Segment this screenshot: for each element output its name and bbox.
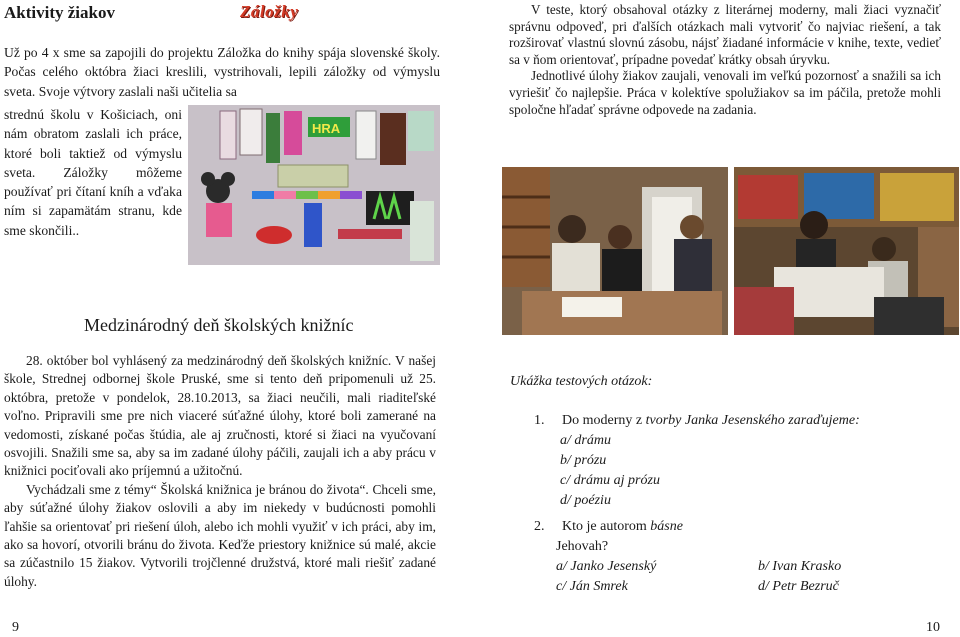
question-1-text	[534, 411, 860, 431]
students-photo-1	[502, 167, 728, 335]
question-1-option: c/ drámu aj prózu	[560, 473, 660, 488]
question-1-option: b/ prózu	[560, 453, 607, 468]
test-description-paragraph: V teste, ktorý obsahoval otázky z literárnej moderny, mali žiaci vyznačiť správnu odpoveď, pri ďalších otázkach mali vytvoriť čo najviac riešení, a tak rozširovať vlastnú slovnú zásobu, nájsť žiadané informácie v knihe, texte, vedieť sa v ňom orientovať, prípadne povedať krátky obsah úryvku.	[509, 2, 941, 67]
sample-questions-title: Ukážka testových otázok:	[510, 374, 653, 389]
question-2-number: 2.	[534, 519, 545, 534]
question-2-italic: básne	[650, 519, 683, 534]
question-1-number: 1.	[534, 413, 545, 428]
question-1-option: d/ poéziu	[560, 493, 611, 508]
bookmarks-photo	[188, 105, 440, 265]
question-2-option: c/ Ján Smrek	[556, 579, 628, 594]
intro-side-paragraph: strednú školu v Košiciach, oni nám obratom zaslali ich práce, ktoré boli taktiež od výmyslu sveta. Záložky môžeme používať pri čítaní kníh a vďaka ním si zapamätám stranu, kde sme skončili..	[4, 107, 182, 238]
question-2-options-row	[534, 557, 916, 577]
question-1	[534, 411, 860, 511]
library-day-paragraph: 28. október bol vyhlásený za medzinárodný deň školských knižníc. V našej škole, Strednej odbornej škole Pruské, sme si tento deň pripomenuli už 25. októbra, pretože v pondelok, 28.10.2013, sa žiaci neučili, mali riaditeľské voľno. Pripravili sme pre nich viaceré súťažné úlohy, ktoré boli zamerané na vedomosti, získané počas štúdia, ale aj zručnosti, ktoré si žiaci na vyučovaní osvojili. Snažili sme sa, aby sa im zadané úlohy páčili, zaujali ich a aby prácu v knižnici pociťovali ako príjemnú a užitočnú.	[4, 353, 436, 479]
zalozky-logo: Záložky	[240, 2, 299, 21]
page-heading: Aktivity žiakov	[4, 3, 115, 22]
question-2-option: d/ Petr Bezruč	[758, 579, 839, 594]
theme-paragraph: Vychádzali sme z témy“ Školská knižnica je bránou do života“. Chceli sme, aby súťažné úlohy žiakov oslovili a aby im niekedy v budúcnosti pomohli ľahšie sa orientovať pri riešení úloh, alebo ich mohli využiť v ich práci, aby im, ako sa hovorí, otvorili bránu do života. Keďže priestory knižnice sú malé, akcie sa zúčastnilo 15 žiakov. Vytvorili trojčlenné družstvá, ktoré mali riešiť zadané úlohy.	[4, 481, 436, 589]
question-2-text	[534, 517, 916, 537]
question-2-option: a/ Janko Jesenský	[556, 559, 657, 574]
question-1-option: a/ drámu	[560, 433, 611, 448]
question-1-italic: tvorby Janka Jesenského zaraďujeme:	[645, 413, 860, 428]
teamwork-paragraph: Jednotlivé úlohy žiakov zaujali, venovali im veľkú pozornosť a snažili sa ich vyriešiť čo najlepšie. Práca v kolektíve spolužiakov sa im páčila, pretože mohli spoločne hľadať správne odpovede na zadania.	[509, 68, 941, 117]
question-1-plain: Do moderny z	[562, 413, 646, 428]
question-2	[534, 517, 916, 597]
right-column-text	[509, 2, 941, 118]
svg-text:HRA: HRA	[312, 121, 341, 136]
section-text	[4, 352, 436, 591]
page-number-left: 9	[12, 620, 19, 635]
students-photo-2	[734, 167, 959, 335]
question-2-option: b/ Ivan Krasko	[758, 559, 842, 574]
intro-paragraph: Už po 4 x sme sa zapojili do projektu Záložka do knihy spája slovenské školy. Počas celého októbra žiaci kreslili, vystrihovali, lepili záložky od výmyslu sveta. Svoje výtvory zaslali naši učitelia sa	[4, 45, 440, 99]
question-2-options-row	[534, 577, 916, 597]
page-number-right: 10	[926, 620, 940, 635]
question-2-line2: Jehovah?	[556, 539, 609, 554]
question-2-plain: Kto je autorom	[562, 519, 651, 534]
section-title: Medzinárodný deň školských knižníc	[84, 315, 354, 335]
